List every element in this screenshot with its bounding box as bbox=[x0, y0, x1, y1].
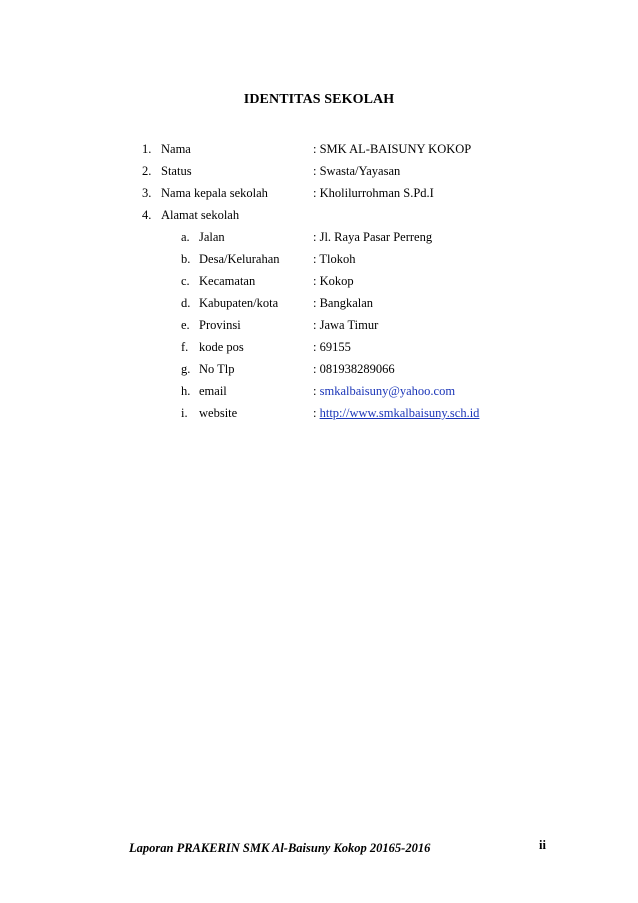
sub-item-letter: a. bbox=[181, 230, 190, 244]
address-item-website bbox=[0, 402, 638, 424]
item-value: : SMK AL-BAISUNY KOKOP bbox=[313, 142, 472, 156]
address-item-jalan bbox=[0, 226, 638, 248]
sub-item-letter: f. bbox=[181, 340, 189, 354]
address-item-kode-pos bbox=[0, 336, 638, 358]
page-title: IDENTITAS SEKOLAH bbox=[243, 92, 395, 107]
address-item-kecamatan bbox=[0, 270, 638, 292]
item-label: Alamat sekolah bbox=[161, 208, 240, 222]
list-item-status bbox=[0, 160, 638, 182]
list-item-alamat bbox=[0, 204, 638, 226]
item-label: Nama kepala sekolah bbox=[161, 186, 268, 200]
sub-item-label: No Tlp bbox=[199, 362, 235, 376]
sub-item-value: : 69155 bbox=[313, 340, 351, 354]
sub-item-letter: b. bbox=[181, 252, 191, 266]
website-link[interactable]: http://www.smkalbaisuny.sch.id bbox=[319, 406, 480, 420]
sub-item-letter: c. bbox=[181, 274, 190, 288]
item-label: Status bbox=[161, 164, 192, 178]
sub-item-label: Kecamatan bbox=[199, 274, 256, 288]
footer-text: Laporan PRAKERIN SMK Al-Baisuny Kokop 20165-2016 bbox=[129, 841, 431, 855]
item-number: 1. bbox=[142, 142, 152, 156]
sub-item-label: website bbox=[199, 406, 238, 420]
address-item-desa bbox=[0, 248, 638, 270]
sub-item-value: : 081938289066 bbox=[313, 362, 395, 376]
address-item-kabupaten bbox=[0, 292, 638, 314]
sub-item-value: : Kokop bbox=[313, 274, 354, 288]
address-item-provinsi bbox=[0, 314, 638, 336]
sub-item-letter: d. bbox=[181, 296, 191, 310]
sub-item-value: : Tlokoh bbox=[313, 252, 356, 266]
item-label: Nama bbox=[161, 142, 191, 156]
sub-item-label: email bbox=[199, 384, 227, 398]
list-item-nama bbox=[0, 138, 638, 160]
item-value: : Swasta/Yayasan bbox=[313, 164, 401, 178]
identity-list bbox=[0, 138, 638, 424]
page-number: ii bbox=[539, 838, 546, 852]
sub-item-label: Kabupaten/kota bbox=[199, 296, 279, 310]
sub-item-label: Provinsi bbox=[199, 318, 241, 332]
sub-item-value: : Jl. Raya Pasar Perreng bbox=[313, 230, 433, 244]
sub-item-label: Desa/Kelurahan bbox=[199, 252, 280, 266]
list-item-kepala-sekolah bbox=[0, 182, 638, 204]
sub-item-value: : Bangkalan bbox=[313, 296, 374, 310]
item-number: 2. bbox=[142, 164, 152, 178]
sub-item-letter: e. bbox=[181, 318, 190, 332]
value-colon: : bbox=[313, 406, 320, 420]
sub-item-value bbox=[313, 402, 479, 424]
sub-item-value bbox=[313, 380, 455, 402]
sub-item-label: Jalan bbox=[199, 230, 225, 244]
item-number: 3. bbox=[142, 186, 152, 200]
item-number: 4. bbox=[142, 208, 152, 222]
sub-item-label: kode pos bbox=[199, 340, 244, 354]
email-link[interactable]: smkalbaisuny@yahoo.com bbox=[319, 384, 456, 398]
value-colon: : bbox=[313, 384, 320, 398]
sub-item-letter: i. bbox=[181, 406, 188, 420]
sub-item-value: : Jawa Timur bbox=[313, 318, 379, 332]
address-item-email bbox=[0, 380, 638, 402]
sub-item-letter: g. bbox=[181, 362, 191, 376]
address-item-no-tlp bbox=[0, 358, 638, 380]
sub-item-letter: h. bbox=[181, 384, 191, 398]
item-value: : Kholilurrohman S.Pd.I bbox=[313, 186, 434, 200]
